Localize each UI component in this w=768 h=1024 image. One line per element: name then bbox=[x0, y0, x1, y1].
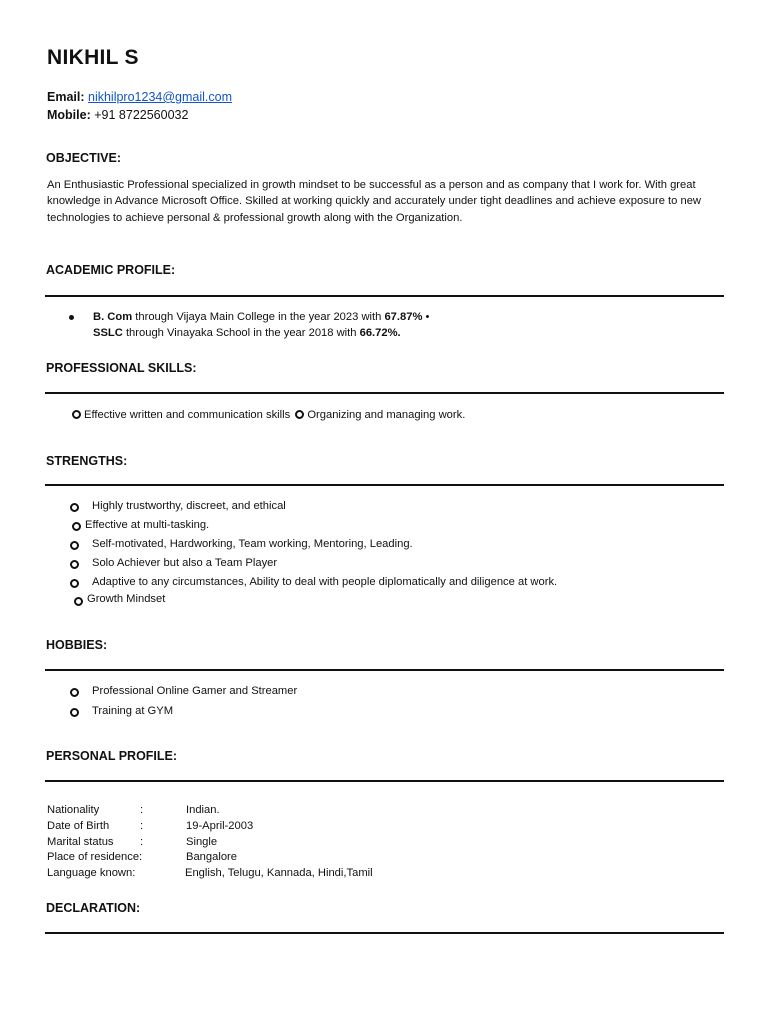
candidate-name: NIKHIL S bbox=[47, 46, 139, 69]
mobile-number: +91 8722560032 bbox=[94, 108, 189, 122]
personal-value: Single bbox=[186, 836, 218, 848]
objective-heading: OBJECTIVE: bbox=[46, 151, 122, 165]
skill-item: Effective written and communication skills bbox=[84, 409, 291, 421]
academic-divider bbox=[45, 295, 724, 297]
circle-bullet-icon bbox=[70, 560, 79, 569]
skills-heading: PROFESSIONAL SKILLS: bbox=[46, 361, 197, 375]
sslc-detail: through Vinayaka School in the year 2018 with bbox=[122, 327, 360, 339]
personal-label: Place of residence: bbox=[47, 851, 143, 863]
personal-value: Indian. bbox=[186, 804, 220, 816]
mobile-line bbox=[47, 108, 188, 122]
circle-bullet-icon bbox=[70, 541, 79, 550]
hobbies-divider bbox=[45, 669, 724, 671]
strengths-heading: STRENGTHS: bbox=[46, 454, 128, 468]
circle-bullet-icon bbox=[70, 708, 79, 717]
bcom-detail: through Vijaya Main College in the year 2023 with bbox=[132, 311, 385, 323]
hobby-item: Professional Online Gamer and Streamer bbox=[92, 685, 298, 697]
degree-sslc: SSLC bbox=[93, 327, 123, 339]
degree-bcom: B. Com bbox=[93, 311, 133, 323]
skill-item: Organizing and managing work. bbox=[307, 409, 466, 421]
bullet-icon bbox=[69, 315, 74, 320]
personal-value: 19-April-2003 bbox=[186, 820, 254, 832]
circle-bullet-icon bbox=[70, 579, 79, 588]
personal-label: Marital status bbox=[47, 836, 114, 848]
email-label: Email: bbox=[47, 90, 85, 104]
bcom-tail: • bbox=[422, 311, 430, 323]
personal-label: Language known: bbox=[47, 867, 136, 879]
strength-item: Solo Achiever but also a Team Player bbox=[92, 557, 278, 569]
declaration-heading: DECLARATION: bbox=[46, 901, 141, 915]
circle-bullet-icon bbox=[70, 688, 79, 697]
circle-bullet-icon bbox=[70, 503, 79, 512]
strength-item: Adaptive to any circumstances, Ability to deal with people diplomatically and diligence at work. bbox=[92, 576, 558, 588]
academic-line-bcom bbox=[93, 311, 429, 323]
personal-label: Nationality bbox=[47, 804, 100, 816]
personal-divider bbox=[45, 780, 724, 782]
circle-bullet-icon bbox=[72, 522, 81, 531]
personal-value: English, Telugu, Kannada, Hindi,Tamil bbox=[185, 867, 373, 879]
declaration-divider bbox=[45, 932, 724, 934]
strengths-divider bbox=[45, 484, 724, 486]
circle-bullet-icon bbox=[295, 410, 304, 419]
email-line bbox=[47, 90, 232, 104]
hobbies-heading: HOBBIES: bbox=[46, 638, 108, 652]
personal-colon: : bbox=[140, 804, 144, 816]
bcom-score: 67.87% bbox=[384, 311, 423, 323]
strength-item: Highly trustworthy, discreet, and ethical bbox=[92, 500, 286, 512]
personal-colon: : bbox=[140, 820, 144, 832]
circle-bullet-icon bbox=[72, 410, 81, 419]
mobile-label: Mobile: bbox=[47, 108, 91, 122]
personal-heading: PERSONAL PROFILE: bbox=[46, 749, 178, 763]
strength-item: Growth Mindset bbox=[87, 593, 166, 605]
sslc-score: 66.72%. bbox=[359, 327, 401, 339]
personal-label: Date of Birth bbox=[47, 820, 110, 832]
academic-line-sslc bbox=[93, 327, 401, 339]
objective-text: An Enthusiastic Professional specialized in growth mindset to be successful as a person and as company that I work for. With great knowledge in Advance Microsoft Office. Skilled at working quickly and accurately under tight deadlines and achieve exposure to new technologies to achieve personal & professional growth along with the Organization. bbox=[47, 179, 702, 224]
circle-bullet-icon bbox=[74, 597, 83, 606]
strength-item: Self-motivated, Hardworking, Team working, Mentoring, Leading. bbox=[92, 538, 413, 550]
personal-value: Bangalore bbox=[186, 851, 238, 863]
email-link[interactable]: nikhilpro1234@gmail.com bbox=[88, 90, 233, 104]
strength-item: Effective at multi-tasking. bbox=[85, 519, 210, 531]
hobby-item: Training at GYM bbox=[92, 705, 174, 717]
skills-line bbox=[72, 409, 465, 421]
skills-divider bbox=[45, 392, 724, 394]
personal-colon: : bbox=[140, 836, 144, 848]
academic-heading: ACADEMIC PROFILE: bbox=[46, 263, 176, 277]
